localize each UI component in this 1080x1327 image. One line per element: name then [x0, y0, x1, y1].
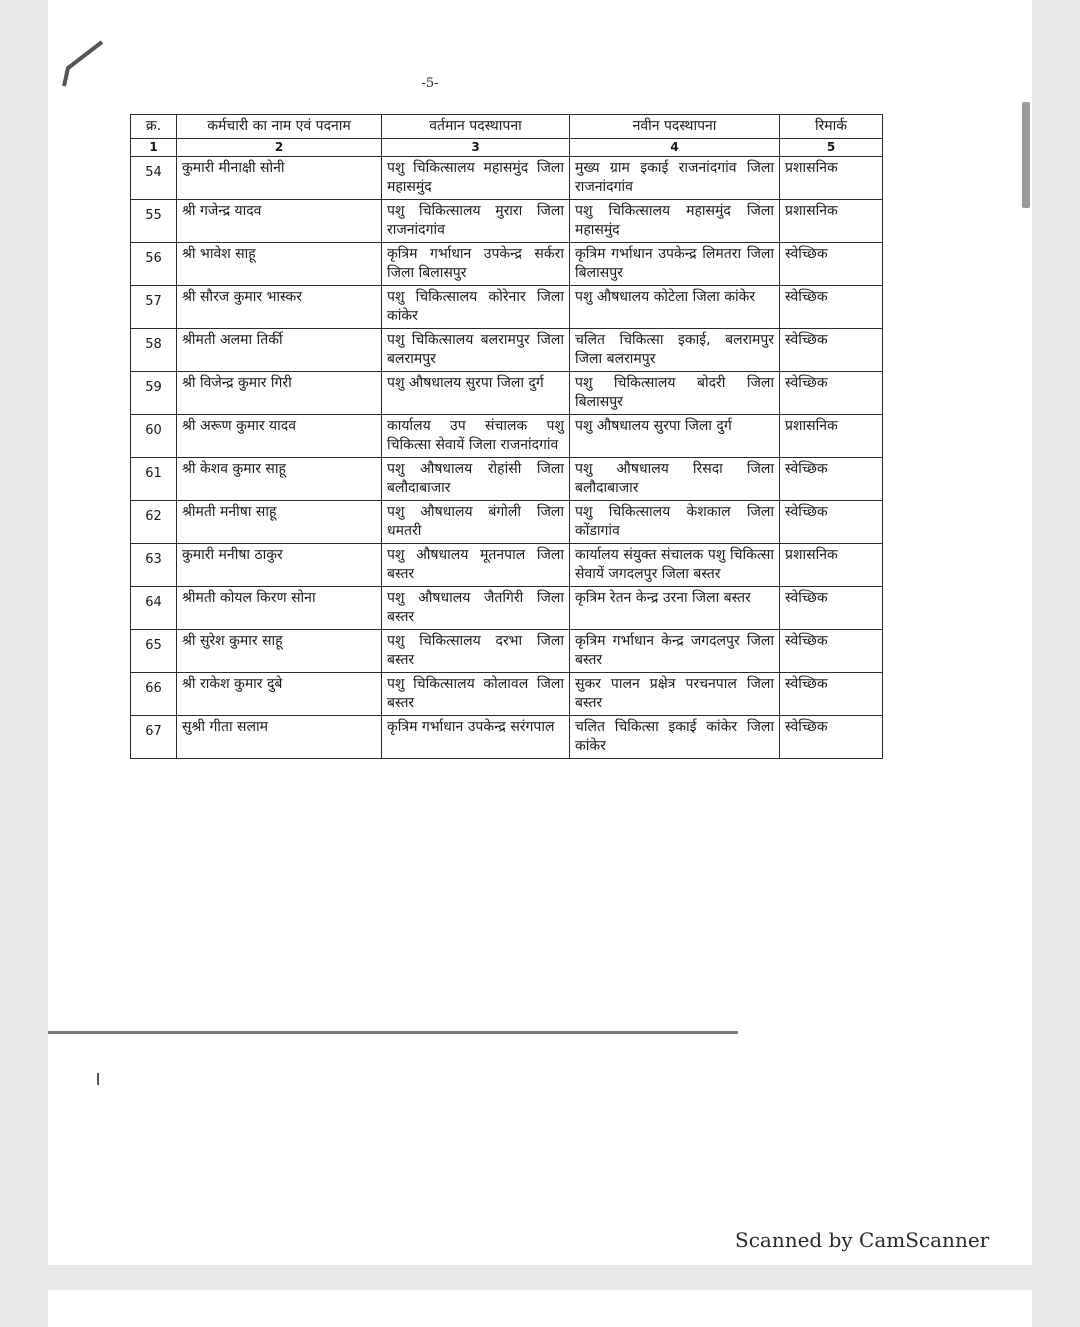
- scrollbar-thumb[interactable]: [1022, 102, 1030, 208]
- current-posting: पशु औषधालय जैतगिरी जिला बस्तर: [382, 587, 570, 630]
- remark: स्वेच्छिक: [780, 587, 883, 630]
- employee-name: श्रीमती अलमा तिर्की: [177, 329, 382, 372]
- current-posting: कार्यालय उप संचालक पशु चिकित्सा सेवायें जिला राजनांदगांव: [382, 415, 570, 458]
- new-posting: कृत्रिम गर्भाधान केन्द्र जगदलपुर जिला बस्तर: [570, 630, 780, 673]
- row-number: 64: [131, 587, 177, 630]
- header-name: कर्मचारी का नाम एवं पदनाम: [177, 115, 382, 139]
- column-number: 1: [131, 139, 177, 157]
- table-row: [131, 200, 883, 243]
- header-serial: क्र.: [131, 115, 177, 139]
- row-number: 65: [131, 630, 177, 673]
- column-number: 4: [570, 139, 780, 157]
- table-row: [131, 415, 883, 458]
- remark: स्वेच्छिक: [780, 458, 883, 501]
- new-posting: चलित चिकित्सा इकाई, बलरामपुर जिला बलरामपुर: [570, 329, 780, 372]
- remark: प्रशासनिक: [780, 415, 883, 458]
- remark: स्वेच्छिक: [780, 329, 883, 372]
- remark: प्रशासनिक: [780, 157, 883, 200]
- new-posting: चलित चिकित्सा इकाई कांकेर जिला कांकेर: [570, 716, 780, 759]
- table-row: [131, 286, 883, 329]
- current-posting: पशु औषधालय सुरपा जिला दुर्ग: [382, 372, 570, 415]
- row-number: 63: [131, 544, 177, 587]
- table-row: [131, 329, 883, 372]
- employee-name: श्री विजेन्द्र कुमार गिरी: [177, 372, 382, 415]
- table-row: [131, 716, 883, 759]
- new-posting: कार्यालय संयुक्त संचालक पशु चिकित्सा सेवायें जगदलपुर जिला बस्तर: [570, 544, 780, 587]
- table-row: [131, 544, 883, 587]
- column-number: 3: [382, 139, 570, 157]
- remark: स्वेच्छिक: [780, 286, 883, 329]
- current-posting: पशु चिकित्सालय महासमुंद जिला महासमुंद: [382, 157, 570, 200]
- row-number: 66: [131, 673, 177, 716]
- next-page-edge: [48, 1290, 1032, 1327]
- employee-name: श्री भावेश साहू: [177, 243, 382, 286]
- header-current-posting: वर्तमान पदस्थापना: [382, 115, 570, 139]
- page-number: -5-: [421, 76, 439, 91]
- row-number: 56: [131, 243, 177, 286]
- header-remark: रिमार्क: [780, 115, 883, 139]
- remark: प्रशासनिक: [780, 544, 883, 587]
- current-posting: पशु चिकित्सालय मुरारा जिला राजनांदगांव: [382, 200, 570, 243]
- new-posting: पशु औषधालय सुरपा जिला दुर्ग: [570, 415, 780, 458]
- remark: स्वेच्छिक: [780, 501, 883, 544]
- corner-pen-mark-icon: [62, 40, 106, 88]
- new-posting: मुख्य ग्राम इकाई राजनांदगांव जिला राजनांदगांव: [570, 157, 780, 200]
- remark: स्वेच्छिक: [780, 372, 883, 415]
- current-posting: कृत्रिम गर्भाधान उपकेन्द्र सर्करा जिला बिलासपुर: [382, 243, 570, 286]
- new-posting: पशु चिकित्सालय केशकाल जिला कोंडागांव: [570, 501, 780, 544]
- remark: स्वेच्छिक: [780, 243, 883, 286]
- current-posting: पशु औषधालय बंगोली जिला धमतरी: [382, 501, 570, 544]
- transfer-table: [130, 114, 883, 759]
- employee-name: श्री राकेश कुमार दुबे: [177, 673, 382, 716]
- table-body: [131, 157, 883, 759]
- table-header-row: [131, 115, 883, 139]
- table-row: [131, 372, 883, 415]
- row-number: 61: [131, 458, 177, 501]
- row-number: 67: [131, 716, 177, 759]
- current-posting: पशु चिकित्सालय बलरामपुर जिला बलरामपुर: [382, 329, 570, 372]
- employee-name: श्री सौरज कुमार भास्कर: [177, 286, 382, 329]
- row-number: 59: [131, 372, 177, 415]
- employee-name: श्री केशव कुमार साहू: [177, 458, 382, 501]
- employee-name: सुश्री गीता सलाम: [177, 716, 382, 759]
- current-posting: पशु औषधालय मूतनपाल जिला बस्तर: [382, 544, 570, 587]
- remark: प्रशासनिक: [780, 200, 883, 243]
- remark: स्वेच्छिक: [780, 673, 883, 716]
- current-posting: पशु चिकित्सालय कोरेनार जिला कांकेर: [382, 286, 570, 329]
- current-posting: कृत्रिम गर्भाधान उपकेन्द्र सरंगपाल: [382, 716, 570, 759]
- scanner-watermark: Scanned by CamScanner: [735, 1228, 990, 1252]
- new-posting: कृत्रिम गर्भाधान उपकेन्द्र लिमतरा जिला बिलासपुर: [570, 243, 780, 286]
- new-posting: सुकर पालन प्रक्षेत्र परचनपाल जिला बस्तर: [570, 673, 780, 716]
- column-number: 2: [177, 139, 382, 157]
- table-row: [131, 243, 883, 286]
- header-new-posting: नवीन पदस्थापना: [570, 115, 780, 139]
- row-number: 57: [131, 286, 177, 329]
- new-posting: पशु औषधालय कोटेला जिला कांकेर: [570, 286, 780, 329]
- employee-name: श्री गजेन्द्र यादव: [177, 200, 382, 243]
- current-posting: पशु औषधालय रोहांसी जिला बलौदाबाजार: [382, 458, 570, 501]
- row-number: 62: [131, 501, 177, 544]
- employee-name: श्रीमती मनीषा साहू: [177, 501, 382, 544]
- row-number: 54: [131, 157, 177, 200]
- current-posting: पशु चिकित्सालय दरभा जिला बस्तर: [382, 630, 570, 673]
- employee-name: श्री सुरेश कुमार साहू: [177, 630, 382, 673]
- employee-name: कुमारी मीनाक्षी सोनी: [177, 157, 382, 200]
- employee-name: श्री अरूण कुमार यादव: [177, 415, 382, 458]
- row-number: 55: [131, 200, 177, 243]
- remark: स्वेच्छिक: [780, 716, 883, 759]
- new-posting: कृत्रिम रेतन केन्द्र उरना जिला बस्तर: [570, 587, 780, 630]
- table-row: [131, 501, 883, 544]
- employee-name: कुमारी मनीषा ठाकुर: [177, 544, 382, 587]
- employee-name: श्रीमती कोयल किरण सोना: [177, 587, 382, 630]
- column-number-row: [131, 139, 883, 157]
- row-number: 60: [131, 415, 177, 458]
- column-number: 5: [780, 139, 883, 157]
- new-posting: पशु चिकित्सालय बोदरी जिला बिलासपुर: [570, 372, 780, 415]
- table-row: [131, 157, 883, 200]
- table-row: [131, 458, 883, 501]
- table-row: [131, 673, 883, 716]
- new-posting: पशु चिकित्सालय महासमुंद जिला महासमुंद: [570, 200, 780, 243]
- row-number: 58: [131, 329, 177, 372]
- table-row: [131, 630, 883, 673]
- scan-bottom-rule: [48, 1031, 738, 1034]
- new-posting: पशु औषधालय रिसदा जिला बलौदाबाजार: [570, 458, 780, 501]
- current-posting: पशु चिकित्सालय कोलावल जिला बस्तर: [382, 673, 570, 716]
- remark: स्वेच्छिक: [780, 630, 883, 673]
- margin-tick: [97, 1073, 99, 1085]
- table-row: [131, 587, 883, 630]
